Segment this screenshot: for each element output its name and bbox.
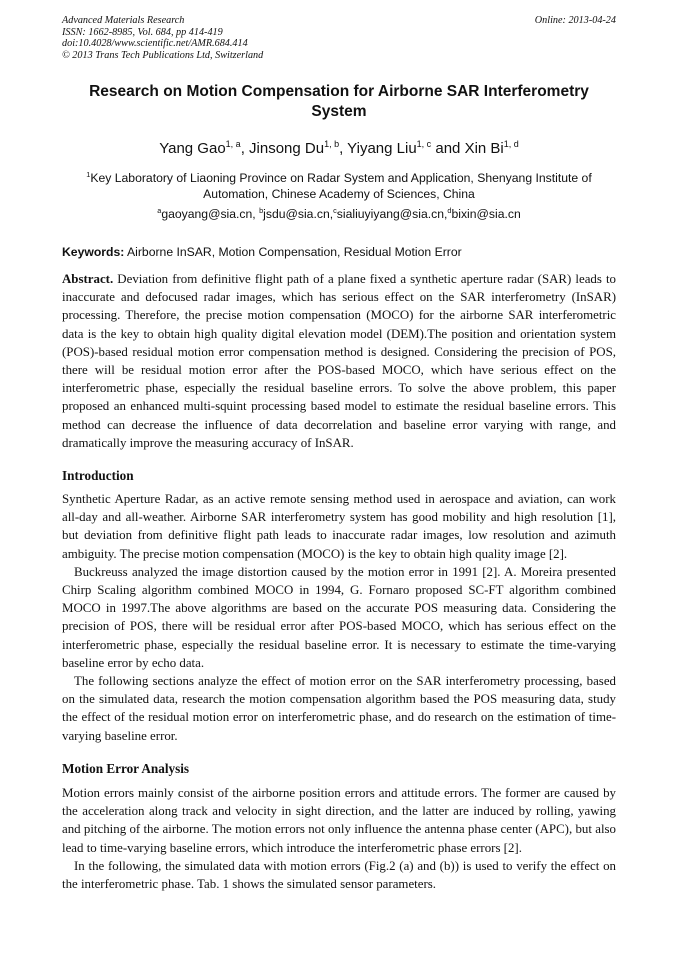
abstract-label: Abstract. (62, 272, 114, 286)
introduction-body (62, 490, 616, 745)
email-address[interactable]: jsdu@sia.cn (263, 207, 330, 221)
motion-error-body (62, 784, 616, 893)
abstract-text: Deviation from definitive flight path of a plane fixed a synthetic aperture radar (SAR) leads to inaccurate and defocused radar images, which has serious effect on the SAR interferometry (InSAR) processing. Therefore, the precise motion compensation (MOCO) for the airborne SAR interferometric data is the key to obtain high quality digital elevation model (DEM).The position and orientation system (POS)-based residual motion error compensation method is designed. Considering the precision of POS, there will be residual motion error after the POS-based MOCO, which have serious effect on the interferometric phase, especially the residual baseline errors. To solve the above problem, this paper proposed an enhanced multi-squint processing based model to estimate the residual baseline errors. This method can decrease the influence of data decorrelation and baseline error varying with range, and dramatically improve the measuring accuracy of InSAR. (62, 272, 616, 450)
author-affil-mark: 1, d (503, 139, 519, 149)
paragraph: Buckreuss analyzed the image distortion caused by the motion error in 1991 [2]. A. Moreira presented Chirp Scaling algorithm combined MOCO in 1994, G. Fornaro proposed SC-FT algorithm combined MOCO in 1997.The above algorithms are based on the accurate POS measuring data. Considering the precision of POS, there will be residual error after POS-based MOCO, which has serious effect on the interferometric phase, especially the residual baseline error. It is necessary to estimate the time-varying baseline error by echo data. (62, 564, 616, 670)
email-mark: b (259, 205, 264, 215)
paragraph: Motion errors mainly consist of the airborne position errors and attitude errors. The former are caused by the acceleration along track and velocity in sight direction, and the latter are induced by rolling, yawing and pitching of the airborne. The motion errors not only influence the antenna phase center (APC), but also lead to time-varying baseline errors, which introduce the interferometric phase errors [2]. (62, 786, 616, 855)
author-separator: , (240, 140, 250, 157)
abstract (62, 270, 616, 452)
email-separator: , (444, 207, 448, 221)
paragraph: The following sections analyze the effect of motion error on the SAR interferometry processing, based on the simulated data, research the motion compensation algorithm based the POS measuring data, study the effect of the residual motion error on interferometric phase, and do research on the estimation of time-varying baseline error. (62, 674, 616, 743)
author-separator: and (431, 140, 465, 157)
author-name: Jinsong Du (249, 140, 325, 157)
email-separator: , (252, 207, 260, 221)
section-heading-introduction: Introduction (62, 468, 134, 483)
email-address[interactable]: bixin@sia.cn (451, 207, 521, 221)
email-mark: c (333, 205, 337, 215)
author-affil-mark: 1, a (225, 139, 241, 149)
paragraph: Synthetic Aperture Radar, as an active remote sensing method used in aerospace and aviation, can work all-day and all-weather. Airborne SAR interferometry system has good mobility and high resolution [1], but deviation from definitive flight path leads to inaccurate radar images, low resolution and azimuth ambiguity. The precise motion compensation (MOCO) is the key to obtain high quality image [2]. (62, 492, 616, 561)
keywords-label: Keywords: (62, 245, 125, 259)
email-address[interactable]: sialiuyiyang@sia.cn (336, 207, 444, 221)
section-heading-motion-error: Motion Error Analysis (62, 761, 189, 776)
journal-meta (62, 15, 263, 61)
affiliation-mark: 1 (86, 169, 91, 179)
author-name: Xin Bi (464, 140, 504, 157)
keywords-text: Airborne InSAR, Motion Compensation, Residual Motion Error (124, 245, 462, 259)
email-address[interactable]: gaoyang@sia.cn (161, 207, 253, 221)
affiliation (62, 171, 616, 202)
email-separator: , (329, 207, 334, 221)
copyright-line: © 2013 Trans Tech Publications Ltd, Switzerland (62, 49, 264, 61)
author-name: Yiyang Liu (347, 140, 417, 157)
author-name: Yang Gao (159, 140, 226, 157)
author-list (62, 139, 616, 159)
journal-name: Advanced Materials Research (62, 15, 185, 26)
issn-line: ISSN: 1662-8985, Vol. 684, pp 414-419 (62, 26, 223, 38)
paragraph: In the following, the simulated data with motion errors (Fig.2 (a) and (b)) is used to verify the effect on the interferometric phase. Tab. 1 shows the simulated sensor parameters. (62, 858, 616, 892)
paper-title: Research on Motion Compensation for Airborne SAR Interferometry System (89, 83, 589, 120)
email-mark: a (157, 205, 162, 215)
online-date: Online: 2013-04-24 (534, 15, 616, 26)
affiliation-text: Key Laboratory of Liaoning Province on Radar System and Application, Shenyang Institute of Automation, Chinese Academy of Sciences, China (90, 171, 592, 201)
author-affil-mark: 1, b (324, 139, 340, 149)
keywords (62, 244, 616, 260)
email-list (62, 206, 616, 222)
author-affil-mark: 1, c (416, 139, 432, 149)
author-separator: , (339, 140, 348, 157)
doi-line[interactable]: doi:10.4028/www.scientific.net/AMR.684.414 (62, 38, 248, 50)
email-mark: d (447, 205, 452, 215)
